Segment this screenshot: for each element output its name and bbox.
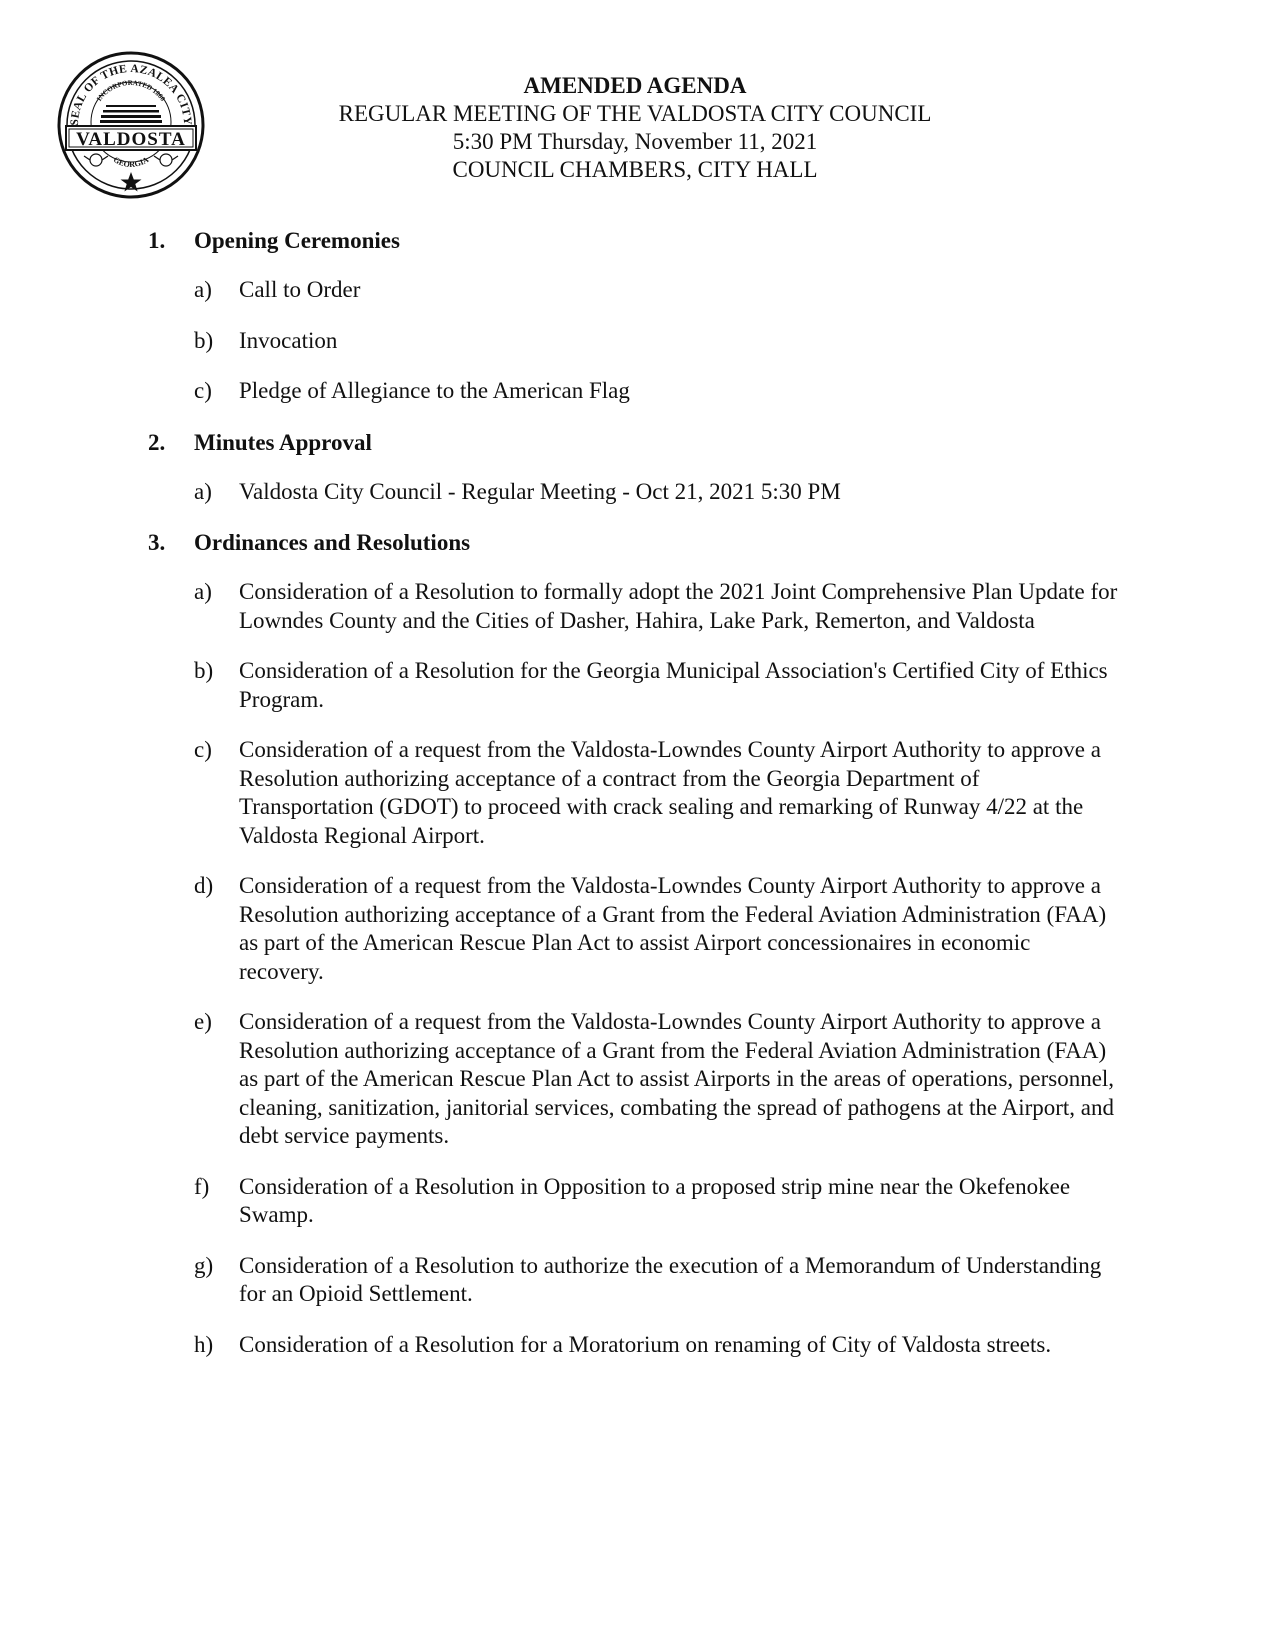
item-text: Consideration of a request from the Valdosta-Lowndes County Airport Authority to approve a Resolution authorizing acceptance of a contract from the Georgia Department of Transportation (GDOT) to proceed with crack sealing and remarking of Runway 4/22 at the Valdosta Regional Airport. [239, 737, 1101, 848]
item-letter: c) [194, 378, 212, 403]
item-text: Consideration of a request from the Valdosta-Lowndes County Airport Authority to approve a Resolution authorizing acceptance of a Grant from the Federal Aviation Administration (FAA) as part of the American Rescue Plan Act to assist Airports in the areas of operations, personnel, cleaning, sanitization, janitorial services, combating the spread of pathogens at the Airport, and debt service payments. [239, 1009, 1115, 1148]
item-text: Consideration of a Resolution in Opposition to a proposed strip mine near the Okefenokee Swamp. [239, 1173, 1071, 1227]
section-heading [0, 428, 1275, 458]
svg-text:VALDOSTA: VALDOSTA [76, 129, 186, 150]
item-text: Invocation [239, 327, 338, 353]
agenda-item [0, 1008, 1275, 1151]
item-letter: a) [194, 277, 212, 302]
item-letter: d) [194, 873, 214, 898]
item-letter: b) [194, 327, 214, 353]
item-text: Consideration of a Resolution to formally adopt the 2021 Joint Comprehensive Plan Update for Lowndes County and the Cities of Dasher, Hahira, Lake Park, Remerton, and Valdosta [239, 579, 1118, 633]
svg-text:SEAL OF THE AZALEA CITY: SEAL OF THE AZALEA CITY [68, 62, 194, 126]
agenda-section [0, 226, 1275, 406]
agenda-section [0, 428, 1275, 507]
section-items [0, 578, 1275, 1359]
section-title: Ordinances and Resolutions [194, 530, 471, 555]
agenda-item [0, 872, 1275, 986]
agenda-item [0, 1331, 1275, 1360]
svg-text:GEORGIA: GEORGIA [111, 154, 151, 170]
agenda-item [0, 276, 1275, 305]
agenda-item [0, 736, 1275, 850]
section-title: Minutes Approval [194, 429, 372, 455]
section-title: Opening Ceremonies [194, 228, 400, 253]
section-heading [0, 226, 1275, 256]
agenda-body [0, 226, 1275, 1381]
item-letter: g) [194, 1252, 214, 1278]
city-seal-logo [56, 50, 206, 200]
agenda-title: AMENDED AGENDA [523, 73, 747, 98]
item-letter: f) [194, 1173, 210, 1199]
agenda-item [0, 578, 1275, 635]
item-letter: c) [194, 737, 212, 762]
agenda-item [0, 478, 1275, 507]
item-text: Valdosta City Council - Regular Meeting - Oct 21, 2021 5:30 PM [239, 478, 841, 504]
agenda-item [0, 1252, 1275, 1309]
agenda-header [235, 72, 1035, 184]
item-text: Consideration of a Resolution for the Georgia Municipal Association's Certified City of Ethics Program. [239, 658, 1108, 712]
item-text: Consideration of a Resolution to authorize the execution of a Memorandum of Understanding for an Opioid Settlement. [239, 1252, 1102, 1306]
item-letter: a) [194, 478, 212, 504]
item-text: Call to Order [239, 277, 361, 302]
item-text: Consideration of a Resolution for a Moratorium on renaming of City of Valdosta streets. [239, 1331, 1052, 1357]
item-letter: e) [194, 1009, 212, 1034]
section-heading [0, 528, 1275, 558]
item-text: Consideration of a request from the Valdosta-Lowndes County Airport Authority to approve a Resolution authorizing acceptance of a Grant from the Federal Aviation Administration (FAA) as part of the American Rescue Plan Act to assist Airport concessionaires in economic recovery. [239, 873, 1107, 984]
item-text: Pledge of Allegiance to the American Flag [239, 378, 630, 403]
section-number: 3. [148, 530, 166, 555]
agenda-item [0, 327, 1275, 356]
agenda-item [0, 1173, 1275, 1230]
section-number: 2. [148, 429, 166, 455]
item-letter: h) [194, 1331, 214, 1357]
agenda-item [0, 377, 1275, 406]
agenda-section [0, 528, 1275, 1359]
svg-text:INCORPORATED 1860: INCORPORATED 1860 [95, 78, 167, 103]
meeting-location: COUNCIL CHAMBERS, CITY HALL [452, 157, 818, 182]
section-items [0, 276, 1275, 406]
section-number: 1. [148, 228, 166, 253]
item-letter: b) [194, 658, 214, 683]
meeting-name: REGULAR MEETING OF THE VALDOSTA CITY COUNCIL [338, 101, 932, 126]
agenda-item [0, 657, 1275, 714]
section-items [0, 478, 1275, 507]
item-letter: a) [194, 579, 212, 604]
meeting-datetime: 5:30 PM Thursday, November 11, 2021 [452, 129, 818, 154]
